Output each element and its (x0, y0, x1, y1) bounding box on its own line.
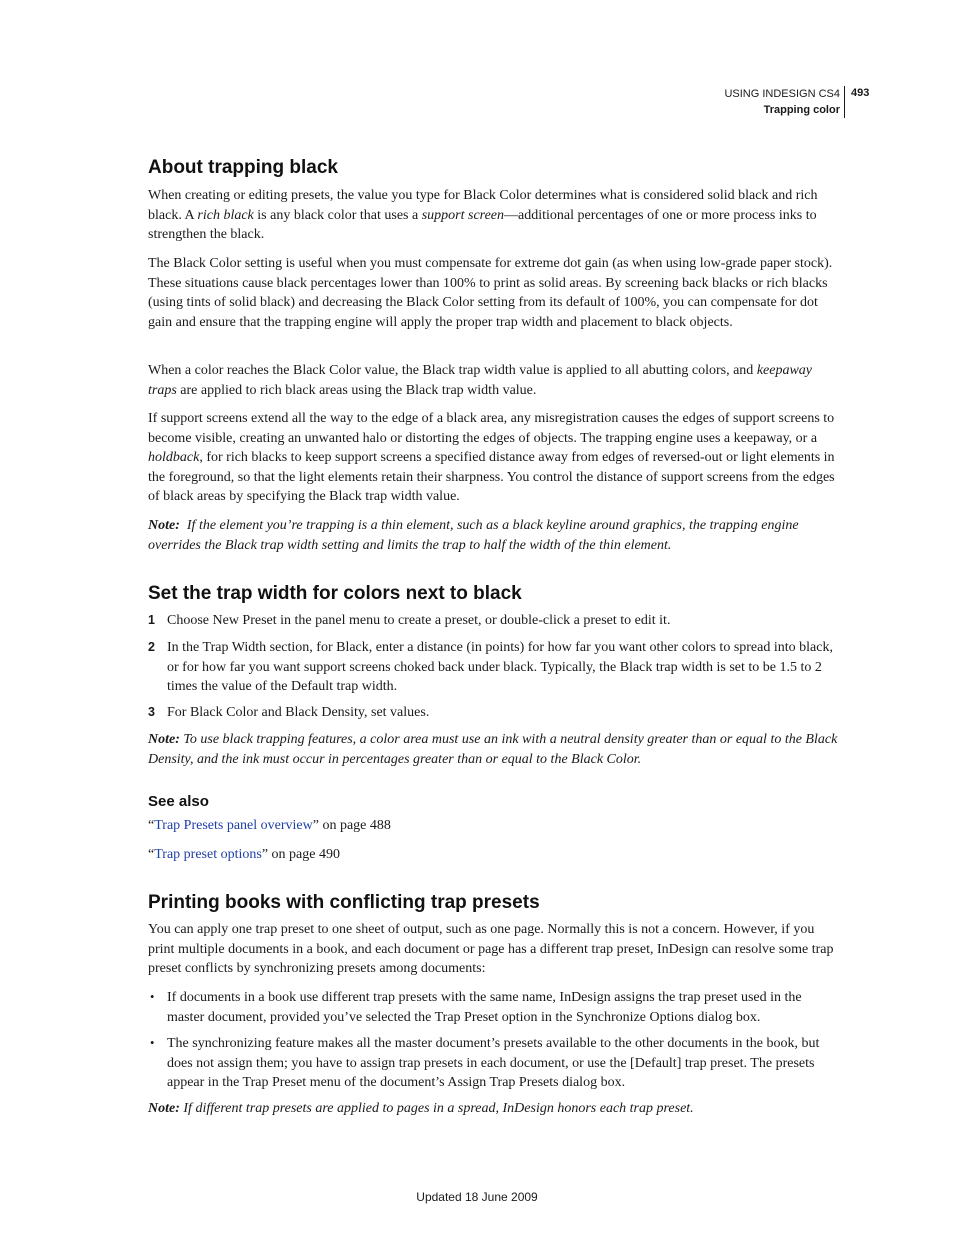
section-heading-about-trapping-black: About trapping black (148, 157, 338, 178)
bullet-item (148, 1034, 840, 1093)
paragraph: You can apply one trap preset to one sheet of output, such as one page. Normally this is not a concern. However, if you print multiple documents in a book, and each document or page has a different trap preset, InDesign can resolve some trap preset conflicts by synchronizing presets among documents: (148, 922, 834, 977)
step-item (148, 703, 840, 723)
header-subtitle: Trapping color (763, 104, 840, 116)
step-item (148, 638, 840, 697)
step-text: For Black Color and Black Density, set values. (167, 705, 430, 720)
section-heading-set-trap-width: Set the trap width for colors next to black (148, 583, 522, 604)
see-also-heading: See also (148, 793, 209, 810)
note-label: Note: (148, 732, 180, 747)
link-trap-presets-panel-overview[interactable]: Trap Presets panel overview (154, 818, 313, 833)
step-number: 3 (148, 705, 155, 719)
bullet-mark: • (150, 990, 155, 1004)
footer-updated-date: Updated 18 June 2009 (416, 1190, 538, 1204)
bullet-item (148, 988, 840, 1027)
bullet-text: If documents in a book use different trap presets with the same name, InDesign assigns the trap preset used in the master document, provided you’ve selected the Trap Preset option in the Synchronize Options dialog box. (167, 990, 802, 1025)
paragraph: When a color reaches the Black Color value, the Black trap width value is applied to all abutting colors, and keepaway traps are applied to rich black areas using the Black trap width value. (148, 363, 813, 398)
step-text: In the Trap Width section, for Black, enter a distance (in points) for how far you want other colors to spread into black, or for how far you want support screens choked back under black. Typically, the Black trap width is set to be 1.5 to 2 times the value of the Default trap width. (167, 640, 833, 695)
note: Note: If different trap presets are applied to pages in a spread, InDesign honors each trap preset. (148, 1101, 694, 1116)
header-divider (844, 86, 845, 118)
bullet-text: The synchronizing feature makes all the master document’s presets available to the other documents in the book, but does not assign them; you have to assign trap presets in each document, or use the [Default] trap preset. The presets appear in the Trap Preset menu of the document’s Assign Trap Presets dialog box. (167, 1036, 820, 1091)
note: Note: To use black trapping features, a color area must use an ink with a neutral density greater than or equal to the Black Density, and the ink must occur in percentages greater than or equal to the Black Color. (148, 732, 838, 767)
header-title: USING INDESIGN CS4 (724, 88, 840, 100)
paragraph: When creating or editing presets, the value you type for Black Color determines what is considered solid black and rich black. A rich black is any black color that uses a support screen—additional percentages of one or more process inks to strengthen the black. (148, 188, 818, 243)
bullet-mark: • (150, 1036, 155, 1050)
note-label: Note: (148, 518, 180, 533)
page-number: 493 (851, 87, 870, 99)
step-number: 2 (148, 640, 155, 654)
section-heading-printing-books: Printing books with conflicting trap presets (148, 892, 540, 913)
see-also-item: “Trap Presets panel overview” on page 488 (148, 818, 391, 833)
step-text: Choose New Preset in the panel menu to create a preset, or double-click a preset to edit it. (167, 613, 671, 628)
link-trap-preset-options[interactable]: Trap preset options (154, 847, 262, 862)
step-item (148, 611, 840, 631)
step-number: 1 (148, 613, 155, 627)
paragraph: If support screens extend all the way to the edge of a black area, any misregistration causes the edges of support screens to become visible, creating an unwanted halo or distorting the edges of objects. The trapping engine uses a keepaway, or a holdback, for rich blacks to keep support screens a specified distance away from edges of reversed-out or light elements in the foreground, so that the light elements retain their sharpness. You control the distance of support screens from the edges of black areas by specifying the Black trap width value. (148, 411, 835, 505)
running-header (600, 86, 840, 118)
note: Note: If the element you’re trapping is a thin element, such as a black keyline around graphics, the trapping engine overrides the Black trap width setting and limits the trap to half the width of the thin element. (148, 518, 799, 553)
note-label: Note: (148, 1101, 180, 1116)
see-also-item: “Trap preset options” on page 490 (148, 847, 340, 862)
paragraph: The Black Color setting is useful when you must compensate for extreme dot gain (as when using low-grade paper stock). These situations cause black percentages lower than 100% to print as solid areas. By screening back blacks or rich blacks (using tints of solid black) and decreasing the Black Color setting from its default of 100%, you can compensate for dot gain and ensure that the trapping engine will apply the proper trap width and placement to black objects. (148, 256, 833, 330)
